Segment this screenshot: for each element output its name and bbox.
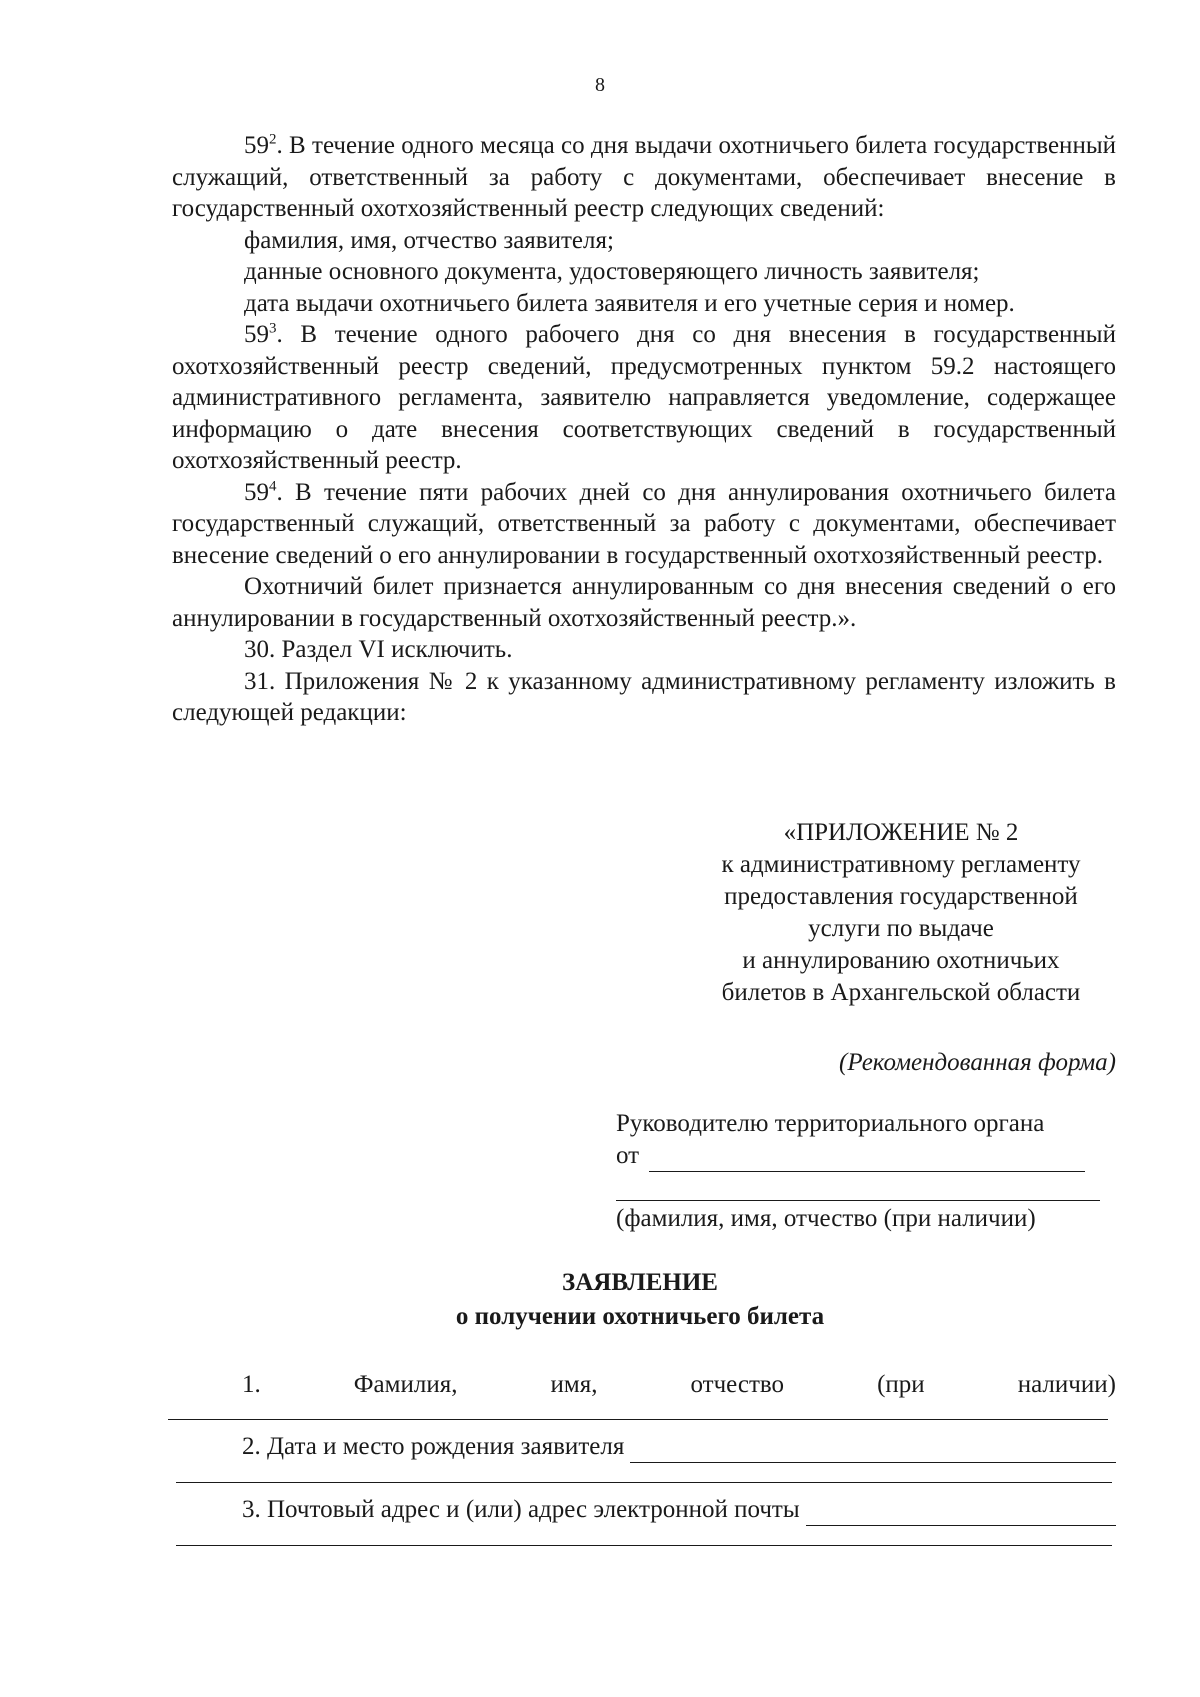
from-blank-line[interactable] bbox=[649, 1147, 1085, 1172]
paragraph-text: . В течение одного месяца со дня выдачи охотничьего билета государственный служащий, ответственный за работу с документами, обеспечивает внесение в государственный охотхозяйственный реестр следующих сведений: bbox=[172, 132, 1116, 222]
name-blank-line[interactable] bbox=[616, 1178, 1100, 1201]
answer-2-inline-line[interactable] bbox=[630, 1438, 1116, 1463]
addressee-from-row bbox=[616, 1140, 1100, 1172]
appendix-line: услуги по выдаче bbox=[808, 915, 994, 942]
form-title bbox=[0, 1266, 1200, 1334]
appendix-line: предоставления государственной bbox=[724, 883, 1078, 910]
addressee-caption: (фамилия, имя, отчество (при наличии) bbox=[616, 1205, 1036, 1232]
form-title-sub: о получении охотничьего билета bbox=[455, 1303, 825, 1330]
question-1-word: наличии) bbox=[1017, 1371, 1116, 1398]
question-3 bbox=[242, 1494, 1116, 1526]
appendix-line: билетов в Архангельской области bbox=[721, 979, 1081, 1006]
list-item: данные основного документа, удостоверяющего личность заявителя; bbox=[244, 258, 980, 285]
question-2-label: 2. Дата и место рождения заявителя bbox=[242, 1433, 625, 1460]
answer-2-line[interactable] bbox=[176, 1482, 1112, 1483]
paragraph-text: . В течение пяти рабочих дней со дня аннулирования охотничьего билета государственный служащий, ответственный за работу с документами, обеспечивает внесение сведений о его аннулировании в государственный охотхозяйственный реестр. bbox=[172, 478, 1116, 569]
question-2 bbox=[242, 1431, 1116, 1463]
question-3-label: 3. Почтовый адрес и (или) адрес электронной почты bbox=[242, 1496, 800, 1523]
paragraph-number: 59 bbox=[244, 132, 269, 159]
form-note: (Рекомендованная форма) bbox=[839, 1049, 1116, 1076]
question-1-word: имя, bbox=[550, 1371, 598, 1398]
answer-3-line[interactable] bbox=[176, 1545, 1112, 1546]
paragraph-31: 31. Приложения № 2 к указанному административному регламенту изложить в следующей редакции: bbox=[172, 667, 1116, 726]
question-1-word: (при bbox=[877, 1371, 925, 1398]
paragraph-text: . В течение одного рабочего дня со дня внесения в государственный охотхозяйственный реестр сведений, предусмотренных пунктом 59.2 настоящего административного регламента, заявителю направляется уведомление, содержащее информацию о дате внесения соответствующих сведений в государственный охотхозяйственный реестр. bbox=[172, 321, 1116, 474]
paragraph-superscript: 4 bbox=[269, 478, 277, 495]
paragraph-30: 30. Раздел VI исключить. bbox=[244, 636, 513, 663]
question-1-word: отчество bbox=[690, 1371, 785, 1398]
appendix-header bbox=[686, 817, 1116, 1009]
body-text bbox=[172, 130, 1116, 729]
list-item: дата выдачи охотничьего билета заявителя и его учетные серия и номер. bbox=[244, 289, 1015, 317]
page-number: 8 bbox=[595, 74, 605, 96]
paragraph-superscript: 3 bbox=[269, 320, 277, 337]
paragraph-59-3 bbox=[172, 319, 1116, 477]
appendix-line: к административному регламенту bbox=[721, 851, 1081, 878]
paragraph-59-2 bbox=[172, 130, 1116, 225]
answer-3-inline-line[interactable] bbox=[806, 1501, 1116, 1526]
paragraph-number: 59 bbox=[244, 321, 269, 348]
question-1-word: Фамилия, bbox=[353, 1371, 458, 1398]
paragraph-superscript: 2 bbox=[269, 131, 277, 148]
addressee-from-label: от bbox=[616, 1142, 640, 1169]
question-1-word: 1. bbox=[242, 1371, 261, 1398]
addressee-block bbox=[616, 1108, 1100, 1235]
paragraph-number: 59 bbox=[244, 478, 269, 506]
paragraph-59-4 bbox=[172, 477, 1116, 572]
addressee-to: Руководителю территориального органа bbox=[616, 1110, 1045, 1137]
answer-1-line[interactable] bbox=[168, 1419, 1108, 1420]
form-title-main: ЗАЯВЛЕНИЕ bbox=[562, 1269, 718, 1296]
question-1 bbox=[242, 1369, 1116, 1401]
appendix-line: «ПРИЛОЖЕНИЕ № 2 bbox=[783, 819, 1019, 846]
list-item: фамилия, имя, отчество заявителя; bbox=[244, 226, 614, 254]
appendix-line: и аннулированию охотничьих bbox=[742, 947, 1060, 974]
paragraph-annulment: Охотничий билет признается аннулированным со дня внесения сведений о его аннулировании в государственный охотхозяйственный реестр.». bbox=[172, 573, 1116, 632]
